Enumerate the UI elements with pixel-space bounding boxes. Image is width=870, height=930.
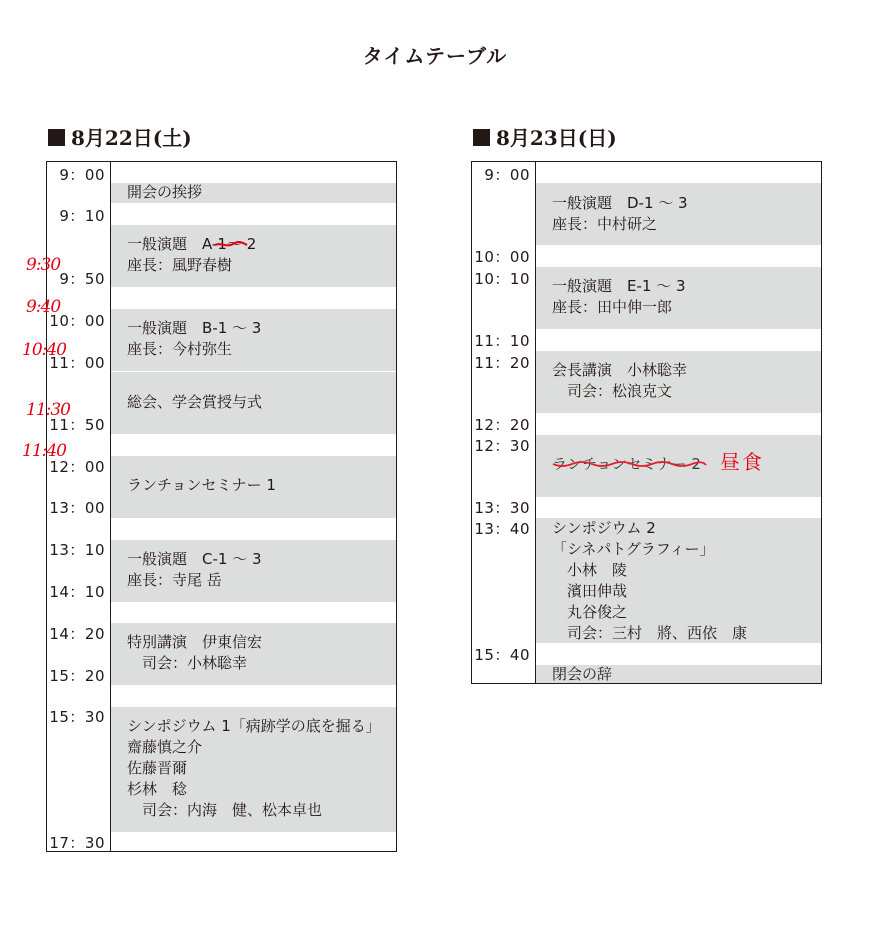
day2-event-closing: 閉会の辞 [552,665,613,683]
handwritten-time-note: 9:40 [26,297,61,317]
red-strike-mark-icon [552,460,708,470]
red-strike-mark-icon [213,240,249,250]
day2-time: 12：20 [474,416,530,434]
day1-time: 15：20 [49,667,105,685]
day2-event-e: 一般演題 E-1 ～ 3 座長：田中伸一郎 [552,277,686,316]
day1-column-divider [110,162,111,851]
day1-time: 9：00 [59,166,105,184]
day1-timetable [46,161,397,852]
handwritten-time-note: 10:40 [22,340,66,360]
handwritten-time-note: 9:30 [26,255,61,275]
day2-heading [473,122,617,151]
day1-time: 15：30 [49,708,105,726]
day1-event-special: 特別講演 伊東信宏 司会：小林聡幸 [127,633,263,672]
day2-heading-label: 8月23日(日) [496,126,617,150]
day2-event-symposium: シンポジウム 2 「シネパトグラフィー」 小林 陵 濱田伸哉 丸谷俊之 司会：三村 將、西依 康 [552,519,748,642]
day1-event-c: 一般演題 C-1 ～ 3 座長：寺尾 岳 [127,550,262,589]
day1-time: 11：00 [49,354,105,372]
day2-event-president: 会長講演 小林聡幸 司会：松浪克文 [552,361,688,400]
day1-time: 14：20 [49,625,105,643]
day1-time: 11：50 [49,416,105,434]
day1-event-general: 総会、学会賞授与式 [127,393,263,411]
square-bullet-icon [473,129,490,146]
day2-event-d: 一般演題 D-1 ～ 3 座長：中村研之 [552,194,688,233]
day1-event-symposium: シンポジウム 1「病跡学の底を掘る」 齋藤慎之介 佐藤晋爾 杉林 稔 司会：内海 健、松本卓也 [127,717,381,819]
day2-time: 11：20 [474,354,530,372]
handwritten-time-note: 11:40 [22,441,66,461]
handwritten-time-note: 11:30 [26,400,70,420]
day1-heading-label: 8月22日(土) [71,126,192,150]
day1-time: 12：00 [49,458,105,476]
day1-event-opening: 開会の挨拶 [127,183,203,201]
day1-time: 9：10 [59,207,105,225]
day2-time: 15：40 [474,646,530,664]
day2-time: 10：10 [474,270,530,288]
square-bullet-icon [48,129,65,146]
day2-time: 9：00 [484,166,530,184]
day1-time: 14：10 [49,583,105,601]
day1-time: 10：00 [49,312,105,330]
day2-timetable [471,161,822,684]
handwritten-strikethrough: ～ [227,234,242,255]
day2-time: 13：30 [474,499,530,517]
day1-time: 17：30 [49,834,105,852]
day2-time: 11：10 [474,332,530,350]
handwritten-lunch-note: 昼食 [720,450,764,474]
day1-event-luncheon: ランチョンセミナー 1 [127,476,276,494]
day2-time: 13：40 [474,520,530,538]
day1-time: 13：10 [49,541,105,559]
day1-event-a: 一般演題 A-1～ 2 座長：風野春樹 [127,235,257,274]
day1-time: 9：50 [59,270,105,288]
day2-time: 12：30 [474,437,530,455]
day2-event-luncheon-cancelled: ランチョンセミナー 2 [552,454,701,475]
day1-event-b: 一般演題 B-1 ～ 3 座長：今村弥生 [127,319,262,358]
day2-time: 10：00 [474,248,530,266]
day1-time: 13：00 [49,499,105,517]
page-title: タイムテーブル [362,44,508,68]
day1-heading [48,122,192,151]
day2-column-divider [535,162,536,683]
